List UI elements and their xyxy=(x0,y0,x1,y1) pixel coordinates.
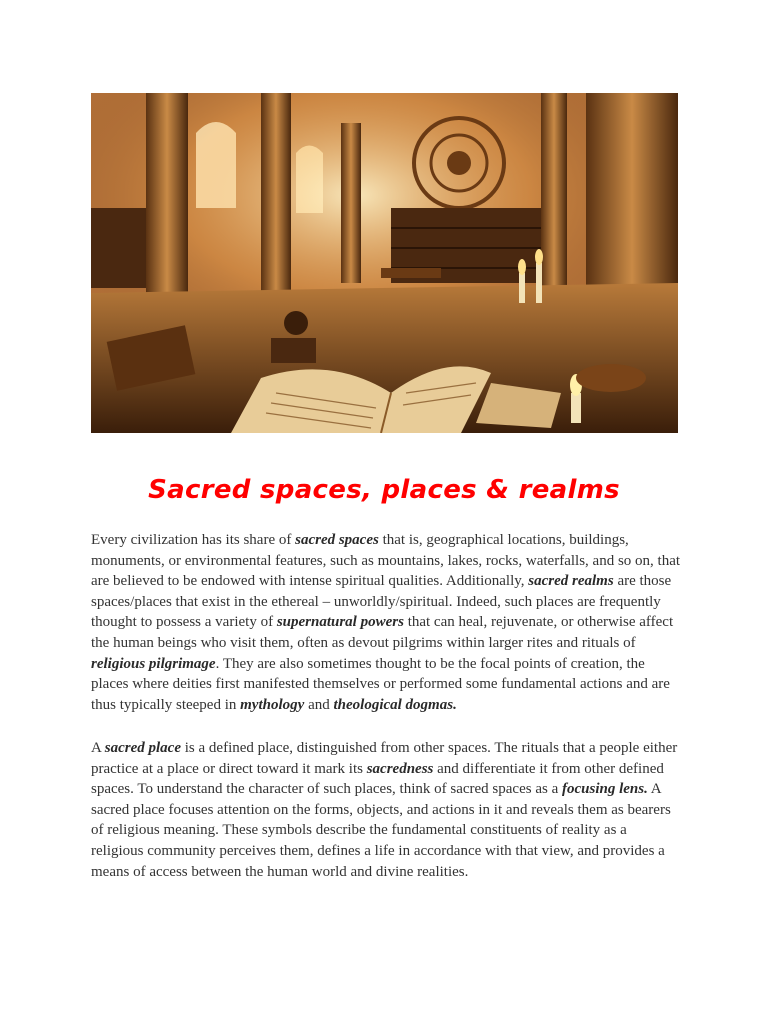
paragraph-2 xyxy=(91,738,681,882)
emphasis-term: sacredness xyxy=(366,760,434,777)
paragraph-text: . They are also sometimes thought to be the focal points of creation, the places where deities first manifested themselves or performed some fundamental actions and are thus typically steeped in xyxy=(91,655,670,713)
paragraph-text: that is, geographical locations, buildings, monuments, or environmental features, such as mountains, lakes, rocks, waterfalls, and so on, that are believed to be endowed with intense spiritual qualities. Additionally, xyxy=(91,532,681,590)
paragraph-text: is a defined place, distinguished from other spaces. The rituals that a people either practice at a place or direct toward it mark its xyxy=(91,740,678,777)
emphasis-term: supernatural powers xyxy=(276,614,404,631)
paragraph-text: A xyxy=(91,740,105,756)
hero-image xyxy=(91,93,678,433)
emphasis-term: theological dogmas. xyxy=(333,696,457,713)
paragraph-text: and xyxy=(304,696,334,713)
paragraph-text: are those spaces/places that exist in the ethereal – unworldly/spiritual. Indeed, such places are frequently thought to possess a variety of xyxy=(91,573,672,631)
emphasis-term: sacred place xyxy=(104,740,181,756)
ancient-library-illustration-icon xyxy=(91,93,678,433)
emphasis-term: sacred realms xyxy=(528,573,614,590)
paragraph-text: that can heal, rejuvenate, or otherwise affect the human beings who visit them, often as devout pilgrims within larger rites and rituals of xyxy=(91,614,674,651)
page-title: Sacred spaces, places & realms xyxy=(148,475,620,505)
emphasis-term: sacred spaces xyxy=(295,532,379,548)
paragraph-text: Every civilization has its share of xyxy=(91,532,296,548)
emphasis-term: mythology xyxy=(240,696,305,713)
paragraph-text: and differentiate it from other defined spaces. To understand the character of such places, think of sacred spaces as a xyxy=(91,760,664,798)
emphasis-term: focusing lens. xyxy=(561,781,648,798)
emphasis-term: religious pilgrimage xyxy=(91,655,216,672)
paragraph-text: A sacred place focuses attention on the forms, objects, and actions in it and reveals them as bearers of religious meaning. These symbols describe the fundamental constituents of reality as a religious community perceives them, defines a life in accordance with that view, and provides a means of access between the human world and divine realities. xyxy=(91,781,671,880)
paragraph-1 xyxy=(91,530,681,715)
